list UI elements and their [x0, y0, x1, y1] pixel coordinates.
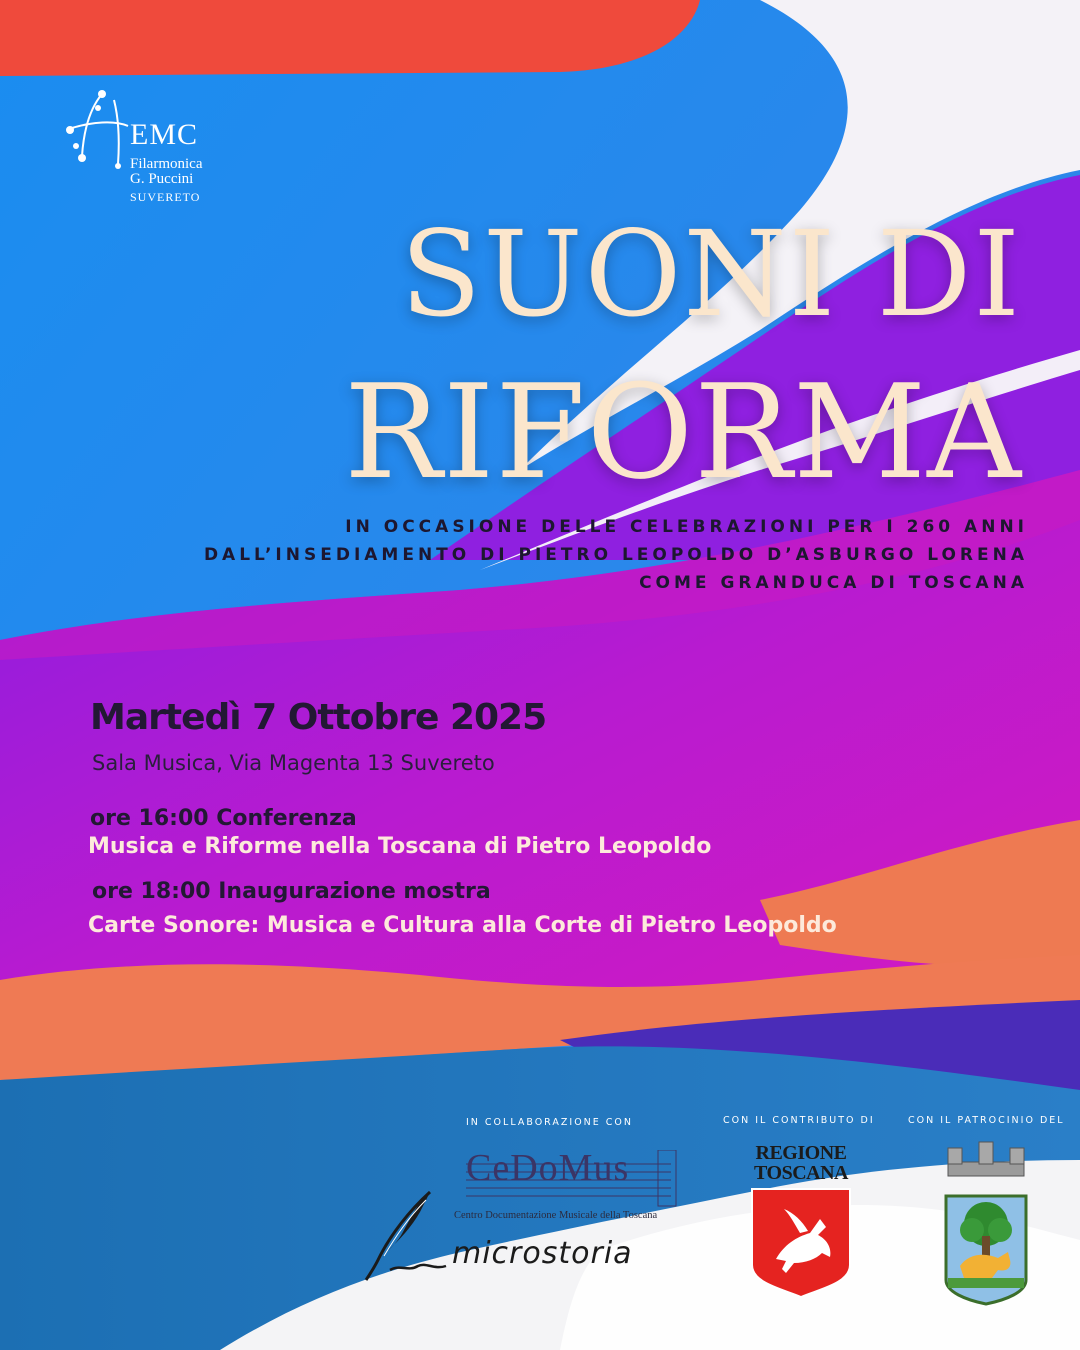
quill-icon: [360, 1190, 460, 1285]
comune-crest: [942, 1140, 1032, 1310]
microstoria-logo: [360, 1190, 660, 1285]
session-1-description: Musica e Riforme nella Toscana di Pietro Leopoldo: [88, 834, 712, 859]
subtitle-line1: IN OCCASIONE DELLE CELEBRAZIONI PER I 260 ANNI: [345, 517, 1028, 537]
microstoria-text: microstoria: [452, 1236, 633, 1271]
note-symbol-icon: [62, 86, 132, 176]
subtitle-line2: DALL’INSEDIAMENTO DI PIETRO LEOPOLDO D’ASBURGO LORENA: [203, 545, 1028, 565]
cedomus-description: Centro Documentazione Musicale della Toscana: [454, 1210, 658, 1221]
cedomus-name: CeDoMus: [466, 1147, 630, 1189]
logo-line2: G. Puccini: [130, 171, 194, 187]
contribution-label: CON IL CONTRIBUTO DI: [723, 1115, 875, 1126]
regione-name: REGIONE TOSCANA: [754, 1142, 848, 1184]
title-line1: SUONI DI: [400, 205, 1022, 343]
logo-line3: SUVERETO: [130, 190, 201, 204]
subtitle-line3: COME GRANDUCA DI TOSCANA: [639, 573, 1028, 593]
collaboration-label: IN COLLABORAZIONE CON: [466, 1117, 634, 1128]
logo-abbr: EMC: [130, 118, 199, 151]
event-date: Martedì 7 Ottobre 2025: [90, 697, 547, 738]
logo-line1: Filarmonica: [130, 156, 203, 172]
session-1-title: ore 16:00 Conferenza: [90, 806, 357, 831]
regione-toscana-logo: [750, 1143, 852, 1299]
event-venue: Sala Musica, Via Magenta 13 Suvereto: [92, 751, 495, 775]
session-2-title: ore 18:00 Inaugurazione mostra: [92, 879, 491, 904]
red-band: [0, 0, 700, 76]
patronage-label: CON IL PATROCINIO DEL: [908, 1115, 1065, 1126]
crest-icon: [942, 1140, 1032, 1310]
emc-logo: [62, 86, 212, 206]
regione-shield-icon: [750, 1187, 852, 1299]
title-line2: RIFORMA: [344, 356, 1022, 508]
session-2-description: Carte Sonore: Musica e Cultura alla Corte di Pietro Leopoldo: [88, 913, 837, 938]
